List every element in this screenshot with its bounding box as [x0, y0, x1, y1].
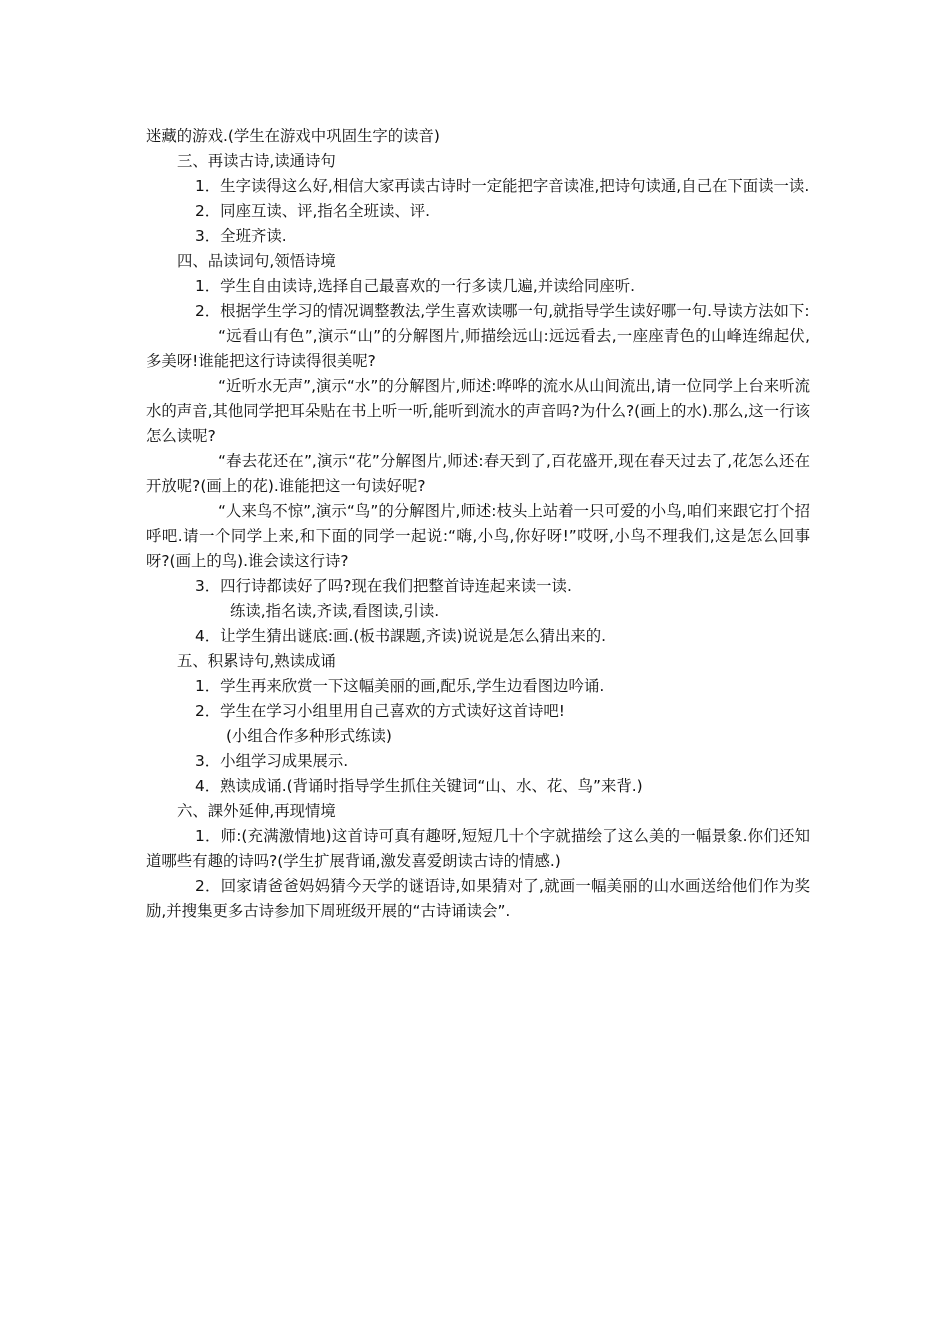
paragraph: 4．熟读成诵.(背诵时指导学生抓住关键词“山、水、花、鸟”来背.): [195, 777, 643, 795]
paragraph: 3．四行诗都读好了吗?现在我们把整首诗连起来读一读.: [195, 577, 572, 595]
section-heading: 三、再读古诗,读通诗句: [177, 152, 336, 170]
paragraph: 3．小组学习成果展示.: [195, 752, 349, 770]
section-heading: 四、品读词句,领悟诗境: [177, 252, 336, 270]
paragraph: 2．学生在学习小组里用自己喜欢的方式读好这首诗吧!: [195, 702, 565, 720]
paragraph: “春去花还在”,演示“花”分解图片,师述:春天到了,百花盛开,现在春天过去了,花怎么还在开放呢?(画上的花).谁能把这一句读好呢?: [146, 452, 810, 495]
paragraph: 1．生字读得这么好,相信大家再读古诗时一定能把字音读准,把诗句读通,自己在下面读一读.: [195, 177, 810, 195]
paragraph: 2．根据学生学习的情况调整教法,学生喜欢读哪一句,就指导学生读好哪一句.导读方法如下:: [195, 302, 810, 320]
section-heading: 五、积累诗句,熟读成诵: [177, 652, 336, 670]
paragraph: “人来鸟不惊”,演示“鸟”的分解图片,师述:枝头上站着一只可爱的小鸟,咱们来跟它打个招呼吧.请一个同学上来,和下面的同学一起说:“嗨,小鸟,你好呀!”哎呀,小鸟不理我们,这是怎么回事呀?(画上的鸟).谁会读这行诗?: [146, 502, 810, 570]
paragraph: 1．师:(充满激情地)这首诗可真有趣呀,短短几十个字就描绘了这么美的一幅景象.你们还知道哪些有趣的诗吗?(学生扩展背诵,激发喜爱朗读古诗的情感.): [146, 827, 810, 870]
paragraph: 3．全班齐读.: [195, 227, 287, 245]
paragraph: “远看山有色”,演示“山”的分解图片,师描绘远山:远远看去,一座座青色的山峰连绵起伏,多美呀!谁能把这行诗读得很美呢?: [146, 327, 810, 370]
paragraph: 迷藏的游戏.(学生在游戏中巩固生字的读音): [146, 127, 440, 145]
paragraph: 2．同座互读、评,指名全班读、评.: [195, 202, 431, 220]
paragraph: 1．学生再来欣赏一下这幅美丽的画,配乐,学生边看图边吟诵.: [195, 677, 605, 695]
paragraph: (小组合作多种形式练读): [226, 727, 392, 745]
paragraph: 2．回家请爸爸妈妈猜今天学的谜语诗,如果猜对了,就画一幅美丽的山水画送给他们作为奖励,并搜集更多古诗参加下周班级开展的“古诗诵读会”.: [146, 877, 810, 920]
document-body: [146, 124, 810, 924]
paragraph: 1．学生自由读诗,选择自己最喜欢的一行多读几遍,并读给同座听.: [195, 277, 636, 295]
section-heading: 六、課外延伸,再现情境: [177, 802, 336, 820]
paragraph: 4．让学生猜出谜底:画.(板书課题,齐读)说说是怎么猜出来的.: [195, 627, 607, 645]
paragraph: “近听水无声”,演示“水”的分解图片,师述:哗哗的流水从山间流出,请一位同学上台来听流水的声音,其他同学把耳朵贴在书上听一听,能听到流水的声音吗?为什么?(画上的水).那么,这一行该怎么读呢?: [146, 377, 810, 445]
paragraph: 练读,指名读,齐读,看图读,引读.: [230, 602, 440, 620]
